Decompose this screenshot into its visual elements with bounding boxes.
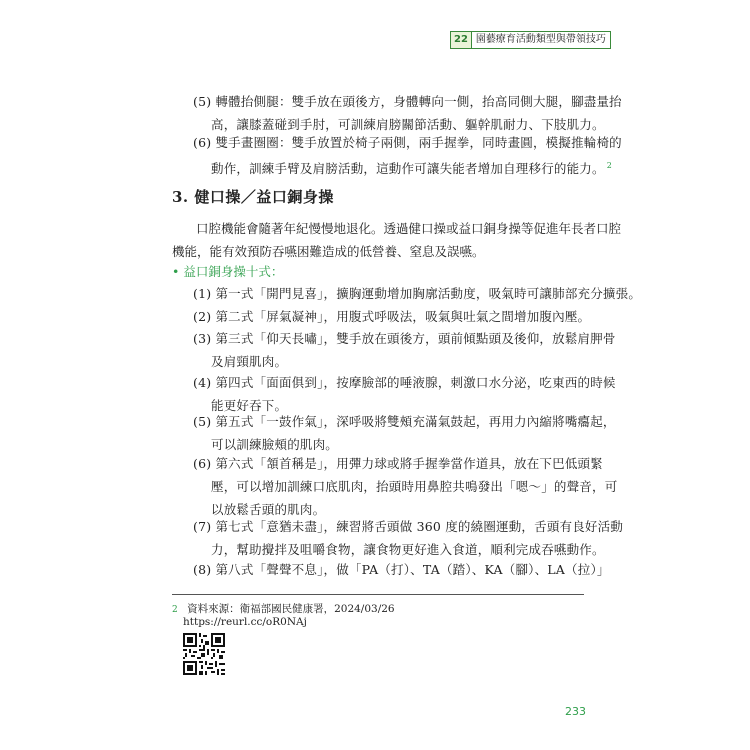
step-line: (2) 第二式「屏氣凝神」，用腹式呼吸法，吸氣與吐氣之間增加腹內壓。 <box>193 309 591 324</box>
step-item <box>193 327 616 373</box>
step-item <box>193 558 610 581</box>
step-item <box>193 452 617 521</box>
step-line: 及肩頸肌肉。 <box>211 354 288 369</box>
page-number: 233 <box>565 705 586 718</box>
bullet-heading-text: 益口銅身操十式： <box>183 264 284 279</box>
paragraph-line: 口腔機能會隨著年紀慢慢地退化。透過健口操或益口銅身操等促進年長者口腔 <box>196 221 622 236</box>
bullet-heading <box>172 262 283 280</box>
step-line: (1) 第一式「開門見喜」，擴胸運動增加胸廓活動度，吸氣時可讓肺部充分擴張。 <box>193 286 642 301</box>
footnote-url[interactable]: https://reurl.cc/oR0NAj <box>183 616 307 628</box>
section-heading: 3. 健口操／益口銅身操 <box>172 188 334 206</box>
step-item <box>193 305 590 328</box>
chapter-header <box>450 31 611 49</box>
paragraph-line: 機能，能有效預防吞嚥困難造成的低營養、窒息及誤嚥。 <box>172 244 485 259</box>
exercise-item-6 <box>193 131 622 180</box>
step-item <box>193 410 616 456</box>
step-line: 以放鬆舌頭的肌肉。 <box>211 502 326 517</box>
step-line: (7) 第七式「意猶未盡」，練習將舌頭做 360 度的繞圈運動，舌頭有良好活動 <box>193 519 624 534</box>
step-line: (3) 第三式「仰天長嘯」，雙手放在頭後方，頭前傾點頭及後仰，放鬆肩胛骨 <box>193 331 616 346</box>
qr-code-icon[interactable] <box>183 633 225 675</box>
step-line: (4) 第四式「面面俱到」，按摩臉部的唾液腺，刺激口水分泌，吃東西的時候 <box>193 375 616 390</box>
chapter-number: 22 <box>451 32 472 48</box>
step-item <box>193 515 623 561</box>
step-line: (8) 第八式「聲聲不息」，做「PA（打）、TA（踏）、KA（腳）、LA（拉）」 <box>193 562 610 577</box>
footnote-source-text: 資料來源：衛福部國民健康署，2024/03/26 <box>187 603 395 615</box>
step-line: (5) 第五式「一鼓作氣」，深呼吸將雙頰充滿氣鼓起，再用力內縮將嘴癟起， <box>193 414 616 429</box>
step-line: 可以訓練臉頰的肌肉。 <box>211 437 339 452</box>
footnote-ref[interactable]: 2 <box>606 161 612 170</box>
step-line: 力，幫助攪拌及咀嚼食物，讓食物更好進入食道，順利完成吞嚥動作。 <box>211 542 605 557</box>
footnote-source <box>172 601 395 616</box>
exercise-line: (5) 轉體抬側腿：雙手放在頭後方，身體轉向一側，抬高同側大腿，腳盡量抬 <box>193 94 622 109</box>
step-line: 能更好吞下。 <box>211 398 288 413</box>
section-paragraph <box>172 217 621 263</box>
exercise-line: (6) 雙手畫圈圈：雙手放置於椅子兩側，兩手握拳，同時畫圓，模擬推輪椅的 <box>193 135 622 150</box>
step-item <box>193 282 641 305</box>
step-line: 壓，可以增加訓練口底肌肉，抬頭時用鼻腔共鳴發出「嗯～」的聲音，可 <box>211 479 618 494</box>
step-line: (6) 第六式「頷首稱是」，用彈力球或將手握拳當作道具，放在下巴低頭緊 <box>193 456 603 471</box>
exercise-item-5 <box>193 90 622 136</box>
bullet-dot-icon: • <box>172 264 180 279</box>
exercise-line: 高，讓膝蓋碰到手肘，可訓練肩膀關節活動、軀幹肌耐力、下肢肌力。 <box>211 117 605 132</box>
footnote-mark: 2 <box>172 605 178 615</box>
exercise-line: 動作，訓練手臂及肩膀活動，這動作可讓失能者增加自理移行的能力。 <box>211 161 605 177</box>
chapter-title: 園藝療育活動類型與帶領技巧 <box>475 34 606 45</box>
footnote-divider <box>172 594 584 595</box>
